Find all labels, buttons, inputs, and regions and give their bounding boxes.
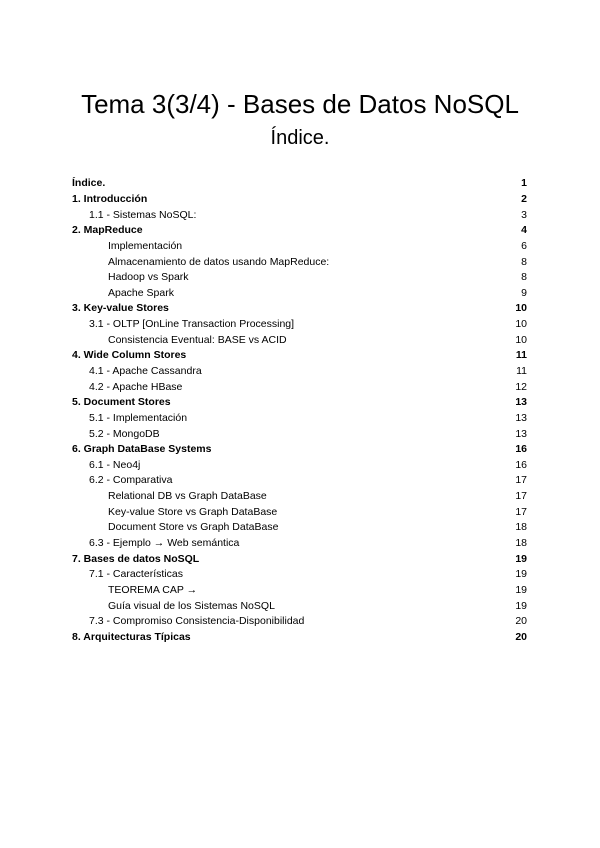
- toc-entry[interactable]: [72, 489, 527, 505]
- toc-entry[interactable]: [72, 614, 527, 630]
- toc-entry-page-number: 17: [515, 505, 527, 518]
- toc-entry[interactable]: [72, 332, 527, 348]
- toc-entry-title[interactable]: Relational DB vs Graph DataBase: [108, 490, 267, 503]
- toc-entry[interactable]: [72, 176, 527, 192]
- toc-entry-page-number: 16: [515, 458, 527, 471]
- toc-entry-title[interactable]: TEOREMA CAP →: [108, 583, 198, 596]
- toc-entry-page-number: 20: [515, 630, 527, 643]
- toc-entry-title[interactable]: Almacenamiento de datos usando MapReduce:: [108, 255, 330, 268]
- toc-entry-page-number: 12: [515, 380, 527, 393]
- toc-entry-page-number: 2: [521, 192, 527, 205]
- toc-entry-title[interactable]: Key-value Store vs Graph DataBase: [108, 505, 278, 518]
- toc-entry-title[interactable]: 5. Document Stores: [72, 396, 171, 409]
- toc-entry-title[interactable]: 3. Key-value Stores: [72, 302, 169, 315]
- toc-entry-page-number: 16: [515, 443, 527, 456]
- toc-entry-title[interactable]: 7.1 - Características: [89, 568, 183, 581]
- toc-entry[interactable]: [72, 520, 527, 536]
- toc-entry-title[interactable]: Índice.: [72, 177, 106, 190]
- toc-entry[interactable]: [72, 379, 527, 395]
- toc-entry-page-number: 19: [515, 568, 527, 581]
- toc-entry-title[interactable]: 4.1 - Apache Cassandra: [89, 365, 202, 377]
- toc-entry[interactable]: [72, 551, 527, 567]
- toc-entry-page-number: 13: [515, 427, 527, 440]
- toc-entry-page-number: 8: [521, 271, 527, 284]
- toc-entry-page-number: 11: [515, 349, 527, 362]
- toc-entry-page-number: 13: [515, 411, 527, 424]
- toc-entry[interactable]: [72, 254, 527, 270]
- toc-entry[interactable]: [72, 348, 527, 364]
- toc-entry-page-number: 19: [515, 552, 527, 565]
- toc-entry[interactable]: [72, 426, 527, 442]
- toc-entry-title[interactable]: 1.1 - Sistemas NoSQL:: [89, 208, 197, 221]
- toc-entry[interactable]: [72, 567, 527, 583]
- toc-entry-page-number: 6: [521, 239, 527, 252]
- document-subtitle: Índice.: [270, 127, 330, 149]
- toc-entry-page-number: 19: [515, 599, 527, 612]
- toc-entry[interactable]: [72, 458, 527, 474]
- toc-entry[interactable]: [72, 223, 527, 239]
- toc-entry-page-number: 13: [515, 396, 527, 409]
- toc-entry-page-number: 11: [516, 365, 527, 377]
- toc-entry-page-number: 10: [515, 302, 527, 315]
- toc-entry-title[interactable]: 6.2 - Comparativa: [89, 474, 173, 487]
- toc-entry-title[interactable]: 4.2 - Apache HBase: [89, 380, 183, 393]
- toc-entry-title[interactable]: Apache Spark: [108, 286, 174, 299]
- toc-entry-title[interactable]: 3.1 - OLTP [OnLine Transaction Processing]: [89, 318, 295, 331]
- toc-entry-title[interactable]: Document Store vs Graph DataBase: [108, 521, 279, 534]
- toc-entry-title[interactable]: 6.1 - Neo4j: [89, 458, 141, 471]
- toc-entry[interactable]: [72, 473, 527, 489]
- toc-entry[interactable]: [72, 192, 527, 208]
- toc-entry-title[interactable]: 8. Arquitecturas Típicas: [72, 630, 191, 643]
- toc-entry-title[interactable]: 1. Introducción: [72, 192, 148, 205]
- toc-entry-title[interactable]: 4. Wide Column Stores: [72, 349, 187, 362]
- toc-entry[interactable]: [72, 395, 527, 411]
- toc-entry-page-number: 4: [521, 224, 527, 237]
- toc-entry[interactable]: [72, 301, 527, 317]
- toc-entry-title[interactable]: Implementación: [108, 239, 183, 252]
- toc-entry-title[interactable]: 5.1 - Implementación: [89, 411, 188, 424]
- toc-entry-page-number: 3: [521, 208, 527, 221]
- toc-entry[interactable]: [72, 630, 527, 646]
- toc-entry-title[interactable]: Consistencia Eventual: BASE vs ACID: [108, 333, 287, 346]
- toc-entry-title[interactable]: 2. MapReduce: [72, 224, 143, 237]
- toc-entry-page-number: 19: [515, 583, 527, 596]
- toc-entry-page-number: 18: [515, 537, 527, 550]
- document-title: Tema 3(3/4) - Bases de Datos NoSQL: [81, 89, 519, 120]
- toc-entry-page-number: 1: [521, 177, 527, 190]
- toc-entry[interactable]: [72, 239, 527, 255]
- toc-entry-title[interactable]: 7. Bases de datos NoSQL: [72, 552, 200, 565]
- toc-entry[interactable]: [72, 536, 527, 552]
- toc-entry-page-number: 18: [515, 521, 527, 534]
- toc-entry[interactable]: [72, 598, 527, 614]
- table-of-contents: [72, 176, 527, 645]
- toc-entry[interactable]: [72, 207, 527, 223]
- toc-entry-title[interactable]: 6. Graph DataBase Systems: [72, 443, 212, 456]
- toc-entry[interactable]: [72, 317, 527, 333]
- toc-entry[interactable]: [72, 504, 527, 520]
- toc-entry-page-number: 8: [521, 255, 527, 268]
- toc-entry[interactable]: [72, 411, 527, 427]
- toc-entry[interactable]: [72, 583, 527, 599]
- toc-entry-page-number: 10: [515, 333, 527, 346]
- toc-entry-page-number: 10: [515, 318, 527, 331]
- toc-entry-title[interactable]: Hadoop vs Spark: [108, 271, 189, 284]
- toc-entry-title[interactable]: Guía visual de los Sistemas NoSQL: [108, 599, 275, 612]
- toc-entry-page-number: 20: [515, 615, 527, 628]
- toc-entry[interactable]: [72, 285, 527, 301]
- toc-entry-title[interactable]: 7.3 - Compromiso Consistencia-Disponibilidad: [89, 615, 305, 628]
- toc-entry-page-number: 9: [521, 286, 527, 299]
- toc-entry-page-number: 17: [515, 474, 527, 487]
- toc-entry[interactable]: [72, 270, 527, 286]
- toc-entry-title[interactable]: 6.3 - Ejemplo → Web semántica: [89, 537, 240, 550]
- toc-entry-title[interactable]: 5.2 - MongoDB: [89, 427, 160, 440]
- toc-entry[interactable]: [72, 364, 527, 380]
- toc-entry-page-number: 17: [515, 490, 527, 503]
- toc-entry[interactable]: [72, 442, 527, 458]
